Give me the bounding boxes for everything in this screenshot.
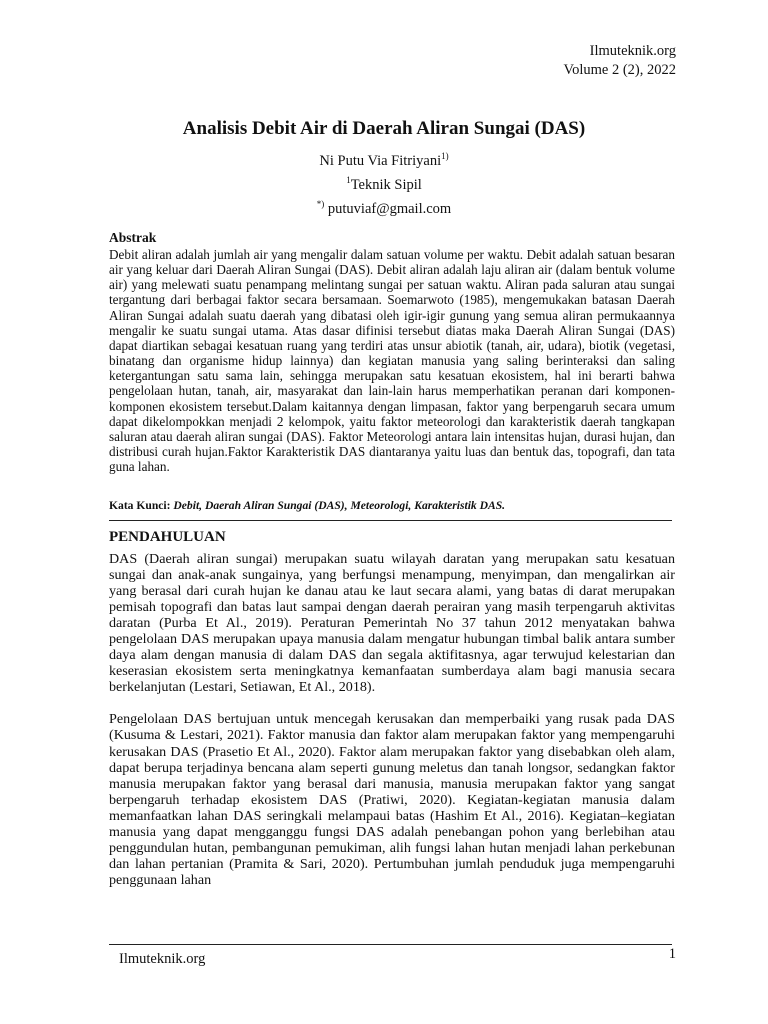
author-email: putuviaf@gmail.com	[324, 200, 452, 217]
author-superscript: 1)	[441, 151, 449, 161]
author-line	[0, 147, 768, 171]
header-volume: Volume 2 (2), 2022	[563, 62, 676, 78]
affiliation: Teknik Sipil	[350, 176, 422, 193]
page-header	[563, 42, 676, 80]
body-paragraph: DAS (Daerah aliran sungai) merupakan suatu wilayah daratan yang merupakan satu kesatuan sungai dan anak-anak sungainya, yang berfungsi menampung, menyimpan, dan mengalirkan air yang berasal dari curah hujan ke danau atau ke laut secara alami, yang batas di darat merupakan pemisah topografi dan batas laut sampai dengan daerah perairan yang masih terpengaruh aktivitas daratan (Purba Et Al., 2019). Peraturan Pemerintah No 37 tahun 2012 menyatakan bahwa pengelolaan DAS merupakan upaya manusia dalam mengatur hubungan timbal balik antara sumber daya alam dengan manusia di dalam DAS dan segala aktifitasnya, agar terwujud kelestarian dan keserasian ekosistem serta meningkatnya kemanfaatan sumberdaya alam bagi manusia secara berkelanjutan (Lestari, Setiawan, Et Al., 2018).	[109, 551, 675, 696]
header-site: Ilmuteknik.org	[589, 43, 676, 59]
affiliation-superscript: 1	[346, 174, 351, 185]
email-line	[0, 195, 768, 219]
footer-divider	[109, 944, 672, 945]
abstract-section	[109, 230, 675, 474]
section-body	[109, 551, 675, 888]
affiliation-line	[0, 171, 768, 195]
paper-title: Analisis Debit Air di Daerah Aliran Sungai (DAS)	[182, 118, 586, 139]
page-number: 1	[668, 946, 676, 962]
abstract-body: Debit aliran adalah jumlah air yang mengalir dalam satuan volume per waktu. Debit adalah satuan besaran air yang keluar dari Daerah Aliran Sungai (DAS). Debit aliran adalah laju aliran air (dalam bentuk volume air) yang melewati suatu penampang melintang sungai per satuan waktu. Aliran pada saluran atau sungai tergantung dari berbagai faktor secara bersamaan. Soemarwoto (1985), mengemukakan batasan Daerah Aliran Sungai adalah suatu daerah yang dibatasi oleh igir-igir gunung yang semua aliran permukaannya mengalir ke suatu sungai utama. Atas dasar difinisi tersebut diatas maka Daerah Aliran Sungai (DAS) dapat diartikan sebagai kesatuan ruang yang terdiri atas unsur abiotik (tanah, air, udara), biotik (vegetasi, binatang dan organisme hidup lainnya) dan kegiatan manusia yang saling berinteraksi dan saling ketergantungan satu sama lain, sehingga merupakan satu kesatuan ekosistem, hal ini berarti bahwa pengelolaan hutan, tanah, air, masyarakat dan lain-lain harus memperhatikan peranan dari komponen-komponen ekosistem tersebut.Dalam kaitannya dengan limpasan, faktor yang berpengaruh secara umum dapat dikelompokkan menjadi 2 kelompok, yaitu faktor meteorologi dan karakteristik daerah tangkapan saluran atau daerah aliran sungai (DAS). Faktor Meteorologi antara lain intensitas hujan, durasi hujan, dan distribusi curah hujan.Faktor Karakteristik DAS diantaranya yaitu luas dan bentuk das, topografi, dan tata guna lahan.	[109, 247, 675, 475]
keywords-values: Debit, Daerah Aliran Sungai (DAS), Meteorologi, Karakteristik DAS.	[170, 499, 506, 512]
body-paragraph: Pengelolaan DAS bertujuan untuk mencegah kerusakan dan memperbaiki yang rusak pada DAS (Kusuma & Lestari, 2021). Faktor manusia dan faktor alam merupakan faktor yang mempengaruhi kerusakan DAS (Prasetio Et Al., 2020). Faktor alam merupakan faktor yang disebabkan oleh alam, dapat berupa terjadinya bencana alam seperti gunung meletus dan tanah longsor, sedangkan faktor manusia merupakan faktor yang berasal dari manusia, manusia merupakan faktor yang sangat berpengaruh terhadap ekosistem DAS (Pratiwi, 2020). Kegiatan-kegiatan manusia dalam memanfaatkan lahan DAS seringkali melampaui batas (Hashim Et Al., 2016). Kegiatan–kegiatan manusia yang dapat mengganggu fungsi DAS adalah penebangan pohon yang berlebihan atau penggundulan hutan, pembangunan pemukiman, alih fungsi lahan hutan menjadi lahan perkebunan dan lahan pertanian (Pramita & Sari, 2020). Pertumbuhan jumlah penduduk juga mempengaruhi penggunaan lahan	[109, 711, 675, 888]
keywords-label: Kata Kunci:	[109, 499, 171, 512]
email-superscript: *)	[316, 198, 325, 209]
title-block	[0, 118, 768, 218]
keywords	[109, 499, 675, 513]
section-divider	[109, 520, 672, 521]
abstract-heading: Abstrak	[109, 230, 157, 245]
author-name: Ni Putu Via Fitriyani	[319, 152, 442, 169]
section-heading: PENDAHULUAN	[109, 529, 226, 545]
footer-site: Ilmuteknik.org	[119, 951, 206, 967]
